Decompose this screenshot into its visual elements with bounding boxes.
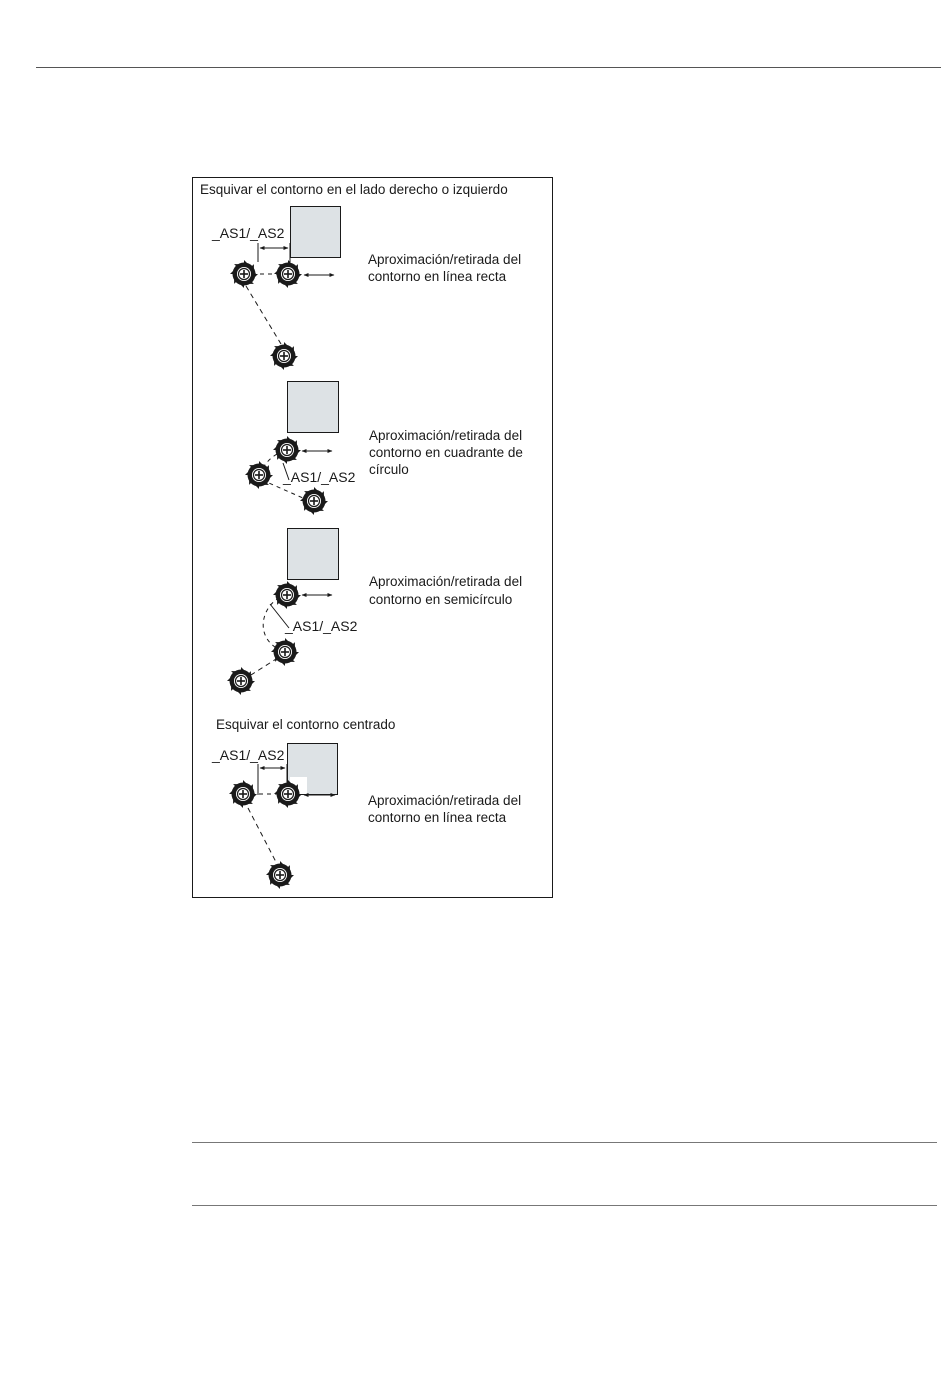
approach-path-diagonal	[248, 808, 276, 862]
approach-path-diagonal	[246, 286, 281, 344]
dimension-label: _AS1/_AS2	[212, 225, 285, 241]
milling-cutter-icon	[300, 487, 328, 515]
milling-cutter-icon	[273, 436, 301, 464]
panel-quarter-circle	[245, 382, 523, 516]
section-title-avoid-center: Esquivar el contorno centrado	[216, 717, 396, 732]
milling-cutter-icon	[274, 780, 302, 808]
dimension-label: _AS1/_AS2	[283, 469, 356, 485]
description-line-3: círculo	[369, 462, 409, 477]
milling-cutter-icon	[273, 581, 301, 609]
milling-cutter-icon	[245, 461, 273, 489]
description-line-2: contorno en línea recta	[368, 810, 507, 825]
milling-cutter-icon	[227, 667, 255, 695]
dimension-label: _AS1/_AS2	[212, 747, 285, 763]
workpiece-box	[288, 529, 339, 580]
milling-cutter-icon	[270, 342, 298, 370]
description-line-2: contorno en semicírculo	[369, 592, 513, 607]
workpiece-box	[291, 207, 341, 258]
dimension-label: _AS1/_AS2	[285, 618, 358, 634]
milling-cutter-icon	[230, 260, 258, 288]
description-line-1: Aproximación/retirada del	[368, 252, 522, 267]
workpiece-box	[288, 382, 339, 433]
milling-cutter-icon	[271, 638, 299, 666]
section-title-avoid-side: Esquivar el contorno en el lado derecho o izquierdo	[200, 182, 508, 197]
panel-centered-straight-line	[211, 744, 521, 890]
panel-semicircle	[227, 529, 522, 696]
description-line-1: Aproximación/retirada del	[368, 793, 522, 808]
milling-cutter-icon	[266, 861, 294, 889]
description-line-1: Aproximación/retirada del	[369, 574, 523, 589]
description-line-2: contorno en cuadrante de	[369, 445, 523, 460]
milling-cutter-icon	[229, 780, 257, 808]
description-line-2: contorno en línea recta	[368, 269, 507, 284]
panel-straight-line	[211, 207, 521, 371]
milling-cutter-icon	[274, 260, 302, 288]
description-line-1: Aproximación/retirada del	[369, 428, 523, 443]
